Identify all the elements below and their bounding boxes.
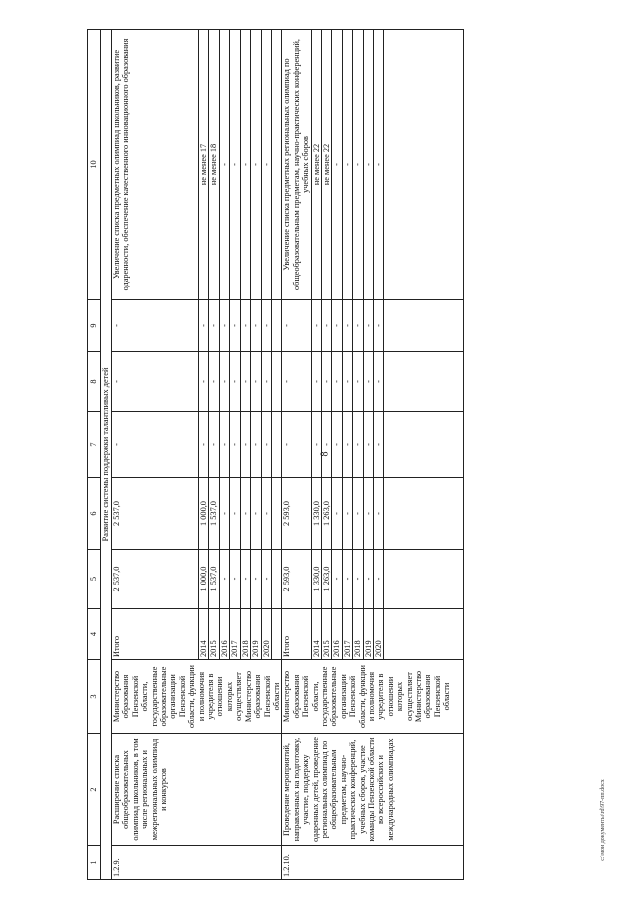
period-cell: 2019 [363,609,373,660]
value-cell: - [282,300,311,352]
value-cell: - [112,300,199,352]
value-cell: - [112,412,199,478]
value-cell: - [199,352,209,412]
value-cell: 1 330,0 [311,478,321,550]
value-cell: - [209,300,219,352]
col-number-10: 10 [88,30,101,300]
value-cell: - [219,352,229,412]
spacer-cell [384,412,464,478]
value-cell: - [251,300,261,352]
period-cell: 2017 [230,609,240,660]
value-cell: 2 537,0 [112,478,199,550]
indicator-cell: - [230,30,240,300]
value-cell: - [321,412,331,478]
value-cell: - [332,300,342,352]
value-cell: - [353,352,363,412]
value-cell: - [332,478,342,550]
value-cell: - [209,412,219,478]
indicator-cell: - [373,30,383,300]
spacer-cell [384,30,464,300]
value-cell: - [251,550,261,609]
period-cell: 2018 [240,609,250,660]
value-cell: - [363,352,373,412]
value-cell: - [353,300,363,352]
spacer-cell [384,352,464,412]
value-cell: - [311,412,321,478]
indicator-cell: - [332,30,342,300]
indicator-cell: - [353,30,363,300]
value-cell: - [353,412,363,478]
col-number-8: 8 [88,352,101,412]
spacer-cell [271,412,281,478]
value-cell: - [261,550,271,609]
spacer-cell [271,352,281,412]
value-cell: - [342,412,352,478]
period-cell: Итого [112,609,199,660]
value-cell: - [332,412,342,478]
period-cell: 2015 [209,609,219,660]
spacer-cell [271,30,281,300]
value-cell: - [112,352,199,412]
activity-description: Расширение списка общеобразовательных олимпиад школьников, в том числе региональных и межрегиональных олимпиад и конкурсов [112,734,282,846]
program-activities-table [87,29,464,880]
expected-result-cell: Увеличение списка предметных олимпиад школьников, развитие одаренности, обеспечение качественного инновационного образования [112,30,199,300]
indicator-cell: не менее 22 [311,30,321,300]
value-cell: - [230,550,240,609]
value-cell: - [219,478,229,550]
indicator-cell: - [363,30,373,300]
value-cell: - [363,478,373,550]
value-cell: - [321,352,331,412]
col-number-2: 2 [88,734,101,846]
value-cell: - [209,352,219,412]
value-cell: - [363,412,373,478]
program-table-container [87,30,607,880]
value-cell: - [261,478,271,550]
footer-file-path: c:\мои документы\rd\97-пп.docx [600,779,606,861]
value-cell: 1 000,0 [199,478,209,550]
col-number-4: 4 [88,609,101,660]
indicator-cell: не менее 22 [321,30,331,300]
value-cell: 1 537,0 [209,478,219,550]
value-cell: - [199,300,209,352]
value-cell: - [230,478,240,550]
value-cell: - [261,412,271,478]
indicator-cell: - [261,30,271,300]
col-number-6: 6 [88,478,101,550]
value-cell: - [230,412,240,478]
col-number-5: 5 [88,550,101,609]
value-cell: - [240,412,250,478]
value-cell: - [311,352,321,412]
value-cell: - [240,478,250,550]
indicator-cell: - [219,30,229,300]
section-title: Развитие системы поддержки талантливых детей [101,30,112,880]
spacer-cell [384,478,464,550]
value-cell: - [373,300,383,352]
value-cell: - [282,352,311,412]
period-cell: 2014 [199,609,209,660]
executor-cell: Министерство образования Пензенской области, государственные образовательные организации Пензенской области, функции и полномочия учредителя в отношении которых осуществляет Министерство образования Пензенской области [112,660,282,734]
value-cell: - [261,300,271,352]
indicator-cell: - [240,30,250,300]
spacer-cell [384,300,464,352]
value-cell: - [332,352,342,412]
value-cell: - [219,300,229,352]
value-cell: 2 537,0 [112,550,199,609]
value-cell: - [342,478,352,550]
value-cell: 1 330,0 [311,550,321,609]
value-cell: - [342,550,352,609]
value-cell: - [199,412,209,478]
value-cell: - [311,300,321,352]
value-cell: 1 537,0 [209,550,219,609]
col-number-1: 1 [88,846,101,880]
value-cell: - [282,412,311,478]
column-number-row [88,30,101,880]
spacer-cell [271,609,281,660]
value-cell: 1 263,0 [321,550,331,609]
period-cell: Итого [282,609,311,660]
period-cell: 2020 [373,609,383,660]
spacer-cell [271,478,281,550]
value-cell: 2 593,0 [282,478,311,550]
value-cell: - [373,550,383,609]
spacer-cell [384,609,464,660]
indicator-cell: не менее 17 [199,30,209,300]
section-row [101,30,112,880]
value-cell: - [363,550,373,609]
value-cell: - [373,352,383,412]
value-cell: - [353,550,363,609]
value-cell: - [230,300,240,352]
period-cell: 2016 [219,609,229,660]
value-cell: - [230,352,240,412]
value-cell: - [373,478,383,550]
period-cell: 2017 [342,609,352,660]
period-cell: 2015 [321,609,331,660]
page-number: 8 [319,451,331,457]
value-cell: - [261,352,271,412]
value-cell: - [251,352,261,412]
value-cell: - [219,412,229,478]
period-cell: 2020 [261,609,271,660]
value-cell: - [251,412,261,478]
spacer-cell [271,550,281,609]
value-cell: - [240,352,250,412]
period-cell: 2019 [251,609,261,660]
col-number-3: 3 [88,660,101,734]
period-cell: 2018 [353,609,363,660]
activity-description: Проведение мероприятий, направленных на подготовку, участие, поддержку одаренных детей, проведение региональных олимпиад по общеобразовательным предметам, научно-практических конференций, учебных сборов, участие команды Пензенской области во всероссийских и международных олимпиадах [282,734,464,846]
value-cell: - [363,300,373,352]
value-cell: - [321,300,331,352]
value-cell: - [342,300,352,352]
executor-cell: Министерство образования Пензенской области, государственные образовательные организации Пензенской области, функции и полномочия учредителя в отношении которых осуществляет Министерство образования Пензенской области [282,660,464,734]
value-cell: - [353,478,363,550]
spacer-cell [384,550,464,609]
item-number: 1.2.9. [112,846,282,880]
value-cell: - [342,352,352,412]
value-cell: 2 593,0 [282,550,311,609]
col-number-9: 9 [88,300,101,352]
value-cell: - [373,412,383,478]
value-cell: 1 263,0 [321,478,331,550]
expected-result-cell: Увеличение списка предметных региональных олимпиад по общеобразовательным предметам, научно-практических конференций, учебных сборов [282,30,311,300]
item-number: 1.2.10. [282,846,464,880]
value-cell: - [240,300,250,352]
value-cell: - [251,478,261,550]
indicator-cell: - [251,30,261,300]
indicator-cell: - [342,30,352,300]
period-cell: 2016 [332,609,342,660]
indicator-cell: не менее 18 [209,30,219,300]
value-cell: 1 000,0 [199,550,209,609]
value-cell: - [219,550,229,609]
spacer-cell [271,300,281,352]
value-cell: - [332,550,342,609]
col-number-7: 7 [88,412,101,478]
value-cell: - [240,550,250,609]
period-cell: 2014 [311,609,321,660]
